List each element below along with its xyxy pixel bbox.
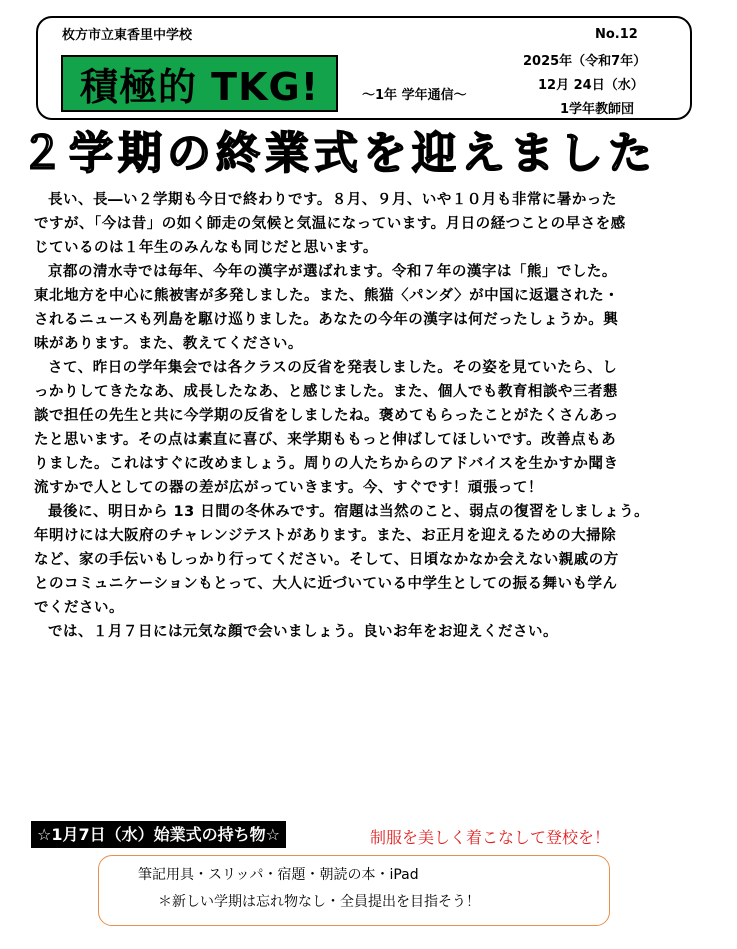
body-line: されるニュースも列島を駆け巡りました。あなたの今年の漢字は何だったしょうか。興 <box>34 312 619 328</box>
body-line: たと思います。その点は素直に喜び、来学期ももっと伸ばしてほしいです。改善点もあ <box>34 432 617 448</box>
body-line: 京都の清水寺では毎年、今年の漢字が選ばれます。令和７年の漢字は「熊」でした。 <box>48 264 617 280</box>
items-label: ☆1月7日（水）始業式の持ち物☆ <box>31 821 286 848</box>
body-line: でください。 <box>34 600 124 616</box>
body-line: さて、昨日の学年集会では各クラスの反省を発表しました。その姿を見ていたら、し <box>48 360 618 376</box>
body-line: 年明けには大阪府のチャレンジテストがあります。また、お正月を迎えるための大掃除 <box>34 528 617 544</box>
newsletter-subtitle: ～1年 学年通信～ <box>362 88 467 103</box>
headline: ２学期の終業式を迎えました <box>20 128 657 179</box>
body-line: 味があります。また、教えてください。 <box>34 336 303 352</box>
body-line: 長い、長―い２学期も今日で終わりです。８月、９月、いや１０月も非常に暑かった <box>48 192 617 208</box>
body-line: 流すかで人としての器の差が広がっていきます。今、すぐです！頑張って！ <box>34 480 543 496</box>
body-line: 最後に、明日から 13 日間の冬休みです。宿題は当然のこと、弱点の復習をしましょう。 <box>48 504 650 520</box>
body-line: など、家の手伝いもしっかり行ってください。そして、日頃なかなか会えない親戚の方 <box>34 552 619 568</box>
items-note: ＊新しい学期は忘れ物なし・全員提出を目指そう！ <box>158 894 480 910</box>
body-line: 談で担任の先生と共に今学期の反省をしましたね。褒めてもらったことがたくさんあっ <box>34 408 619 424</box>
body-line: とのコミュニケーションもとって、大人に近づいている中学生としての振る舞いも学ん <box>34 576 618 592</box>
items-list: 筆記用具・スリッパ・宿題・朝読の本・iPad <box>138 867 419 883</box>
article-body <box>34 188 714 644</box>
body-line: じているのは１年生のみんなも同じだと思います。 <box>34 240 378 256</box>
body-line: っかりしてきたなあ、成長したなあ、と感じました。また、個人でも教育相談や三者懇 <box>34 384 618 400</box>
issue-date-year: 2025年（令和7年） <box>523 54 647 69</box>
body-line: 東北地方を中心に熊被害が多発しました。また、熊猫〈パンダ〉が中国に返還された・ <box>34 288 620 304</box>
body-line: りました。これはすぐに改めましょう。周りの人たちからのアドバイスを生かすか聞き <box>34 456 619 472</box>
school-name: 枚方市立東香里中学校 <box>62 28 193 43</box>
uniform-reminder: 制服を美しく着こなして登校を！ <box>370 828 611 847</box>
body-line: ですが、「今は昔」の如く師走の気候と気温になっています。月日の経つことの早さを感 <box>34 216 626 232</box>
issue-date-day: 12月 24日（水） <box>538 78 644 93</box>
publisher: 1学年教師団 <box>560 102 635 117</box>
issue-number: No.12 <box>595 27 638 42</box>
newsletter-title: 積極的 TKG! <box>61 55 338 112</box>
body-line: では、１月７日には元気な顔で会いましょう。良いお年をお迎えください。 <box>48 624 558 640</box>
